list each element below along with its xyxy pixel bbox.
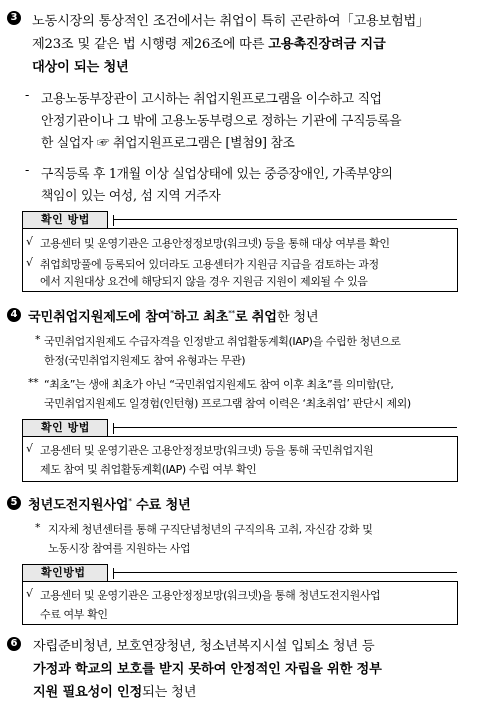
check-mark-3b: √: [26, 256, 34, 269]
item4-title: [28, 306, 318, 325]
check-mark-5: √: [26, 587, 34, 600]
item4-note2-line1: “최초”는 생애 최초가 아닌 “국민취업지원제도 참여 이후 최초”를 의미함(단,: [44, 378, 394, 391]
item4-title-bold3: 로 취업: [234, 310, 277, 325]
item5-title-bold2: 수료 청년: [131, 498, 191, 513]
item4-sup1: *: [170, 309, 174, 318]
item-number-5: 5: [7, 496, 21, 510]
item3-sub1-line3: 한 실업자 ☞ 취업지원프로그램은 [별첨9] 참조: [41, 136, 295, 151]
item3-bold-line: 대상이 되는 청년: [32, 60, 129, 75]
item4-title-tail: 한 청년: [276, 310, 319, 325]
item4-sup2: **: [228, 309, 235, 318]
item5-sup: *: [128, 497, 132, 506]
item3-line2-text: 제23조 및 같은 법 시행령 제26조에 따른: [32, 37, 269, 52]
check3-item2-line1: 취업희망풀에 등록되어 있더라도 고용센터가 지원금 지급을 검토하는 과정: [40, 258, 379, 271]
check-mark-3a: √: [26, 235, 34, 248]
check-rule-4: [114, 427, 457, 428]
check5-line2: 수료 여부 확인: [40, 608, 108, 621]
item3-sub1-line1: 고용노동부장관이 고시하는 취업지원프로그램을 이수하고 직업: [41, 92, 382, 107]
item5-note-mark: *: [35, 521, 41, 534]
item6-line3-tail: 되는 청년: [142, 685, 197, 700]
item6-line1: 자립준비청년, 보호연장청년, 청소년복지시설 입퇴소 청년 등: [33, 639, 375, 654]
check-rule-3: [114, 219, 457, 220]
item5-note-line2: 노동시장 참여를 지원하는 사업: [48, 542, 191, 555]
item4-note2-mark: **: [28, 376, 39, 389]
item3-line1: 노동시장의 통상적인 조건에서는 취업이 특히 곤란하여「고용보험법」: [32, 14, 430, 29]
check5-line1: 고용센터 및 운영기관은 고용안정정보망(워크넷)을 통해 청년도전지원사업: [40, 589, 381, 602]
check-title-4: 확인 방법: [22, 419, 108, 437]
item5-title: [28, 494, 191, 513]
check4-line1: 고용센터 및 운영기관은 고용안정정보망(워크넷) 등을 통해 국민취업지원: [40, 444, 374, 457]
item3-sub2-line2: 책임이 있는 여성, 섬 지역 거주자: [41, 189, 221, 204]
item3-sub1-line2: 안정기관이나 그 밖에 고용노동부령으로 정하는 기관에 구직등록을: [41, 114, 402, 129]
item-number-3: 3: [7, 11, 21, 25]
item-number-6: 6: [7, 637, 21, 651]
check-title-5: 확인방법: [22, 564, 108, 582]
item3-line2: [32, 33, 386, 52]
item4-note2-line2: 국민취업지원제도 일경험(인턴형) 프로그램 참여 이력은 ‘최초취업’ 판단시 제외): [44, 397, 411, 410]
item6-line3-bold: 지원 필요성이 인정: [33, 685, 143, 700]
item-number-4: 4: [7, 308, 21, 322]
check3-item1: 고용센터 및 운영기관은 고용안정정보망(워크넷) 등을 통해 대상 여부를 확인: [40, 237, 390, 250]
check-title-3: 확인 방법: [22, 211, 108, 229]
check-mark-4: √: [26, 442, 34, 455]
item3-sub2-line1: 구직등록 후 1개월 이상 실업상태에 있는 중증장애인, 가족부양의: [41, 167, 393, 182]
item4-note1-line2: 한정(국민취업지원제도 참여 유형과는 무관): [44, 354, 246, 367]
item3-sub2-dash: -: [25, 163, 30, 178]
item5-title-bold: 청년도전지원사업: [28, 498, 129, 513]
check3-item2-line2: 에서 지원대상 요건에 해당되지 않을 경우 지원금 지원이 제외될 수 있음: [40, 275, 368, 288]
item4-title-bold1: 국민취업지원제도에 참여: [28, 310, 171, 325]
check4-line2: 제도 참여 및 취업활동계획(IAP) 수립 여부 확인: [40, 463, 257, 476]
item6-line2: 가정과 학교의 보호를 받지 못하여 안정적인 자립을 위한 정부: [33, 662, 382, 677]
item5-note-line1: 지자체 청년센터를 통해 구직단념청년의 구직의욕 고취, 자신감 강화 및: [48, 523, 373, 536]
item6-line3: [33, 681, 196, 700]
item4-note1-line1: 국민취업지원제도 수급자격을 인정받고 취업활동계획(IAP)을 수립한 청년으로: [44, 335, 401, 348]
item3-bold-tail: 고용촉진장려금 지급: [268, 37, 386, 52]
item4-note1-mark: *: [35, 333, 41, 346]
item4-title-bold2: 하고 최초: [173, 310, 229, 325]
item3-sub1-dash: -: [25, 88, 30, 103]
check-rule-5: [114, 572, 457, 573]
